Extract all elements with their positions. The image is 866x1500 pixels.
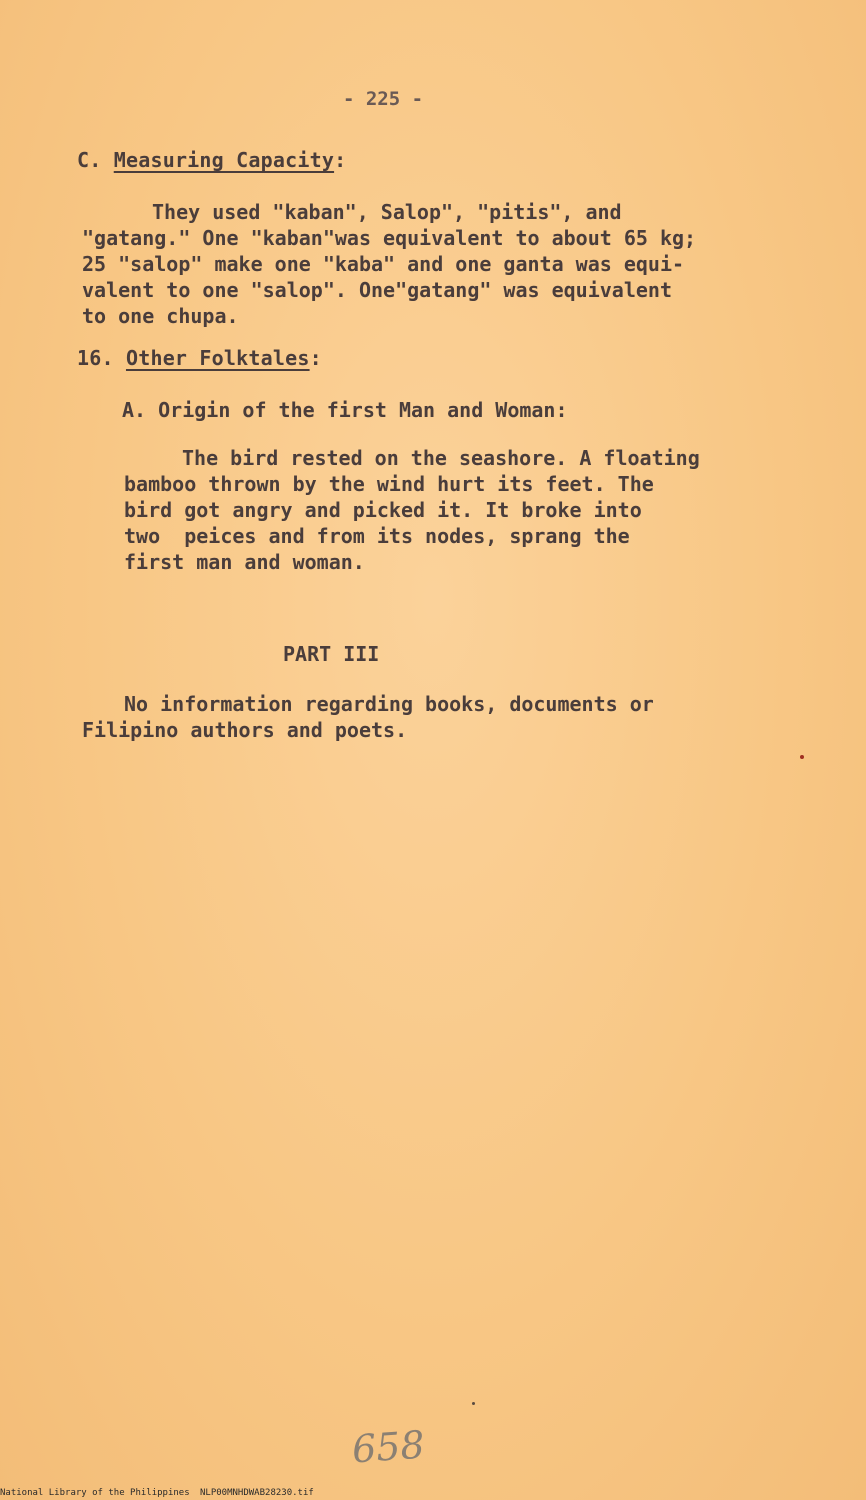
part-iii-line-2: Filipino authors and poets. [82, 718, 408, 742]
scan-footer [0, 1488, 866, 1500]
section-16-line-5: first man and woman. [124, 550, 365, 574]
section-c-line-2: "gatang." One "kaban"was equivalent to about 65 kg; [82, 226, 697, 250]
section-c-colon: : [334, 148, 347, 172]
section-16-title: Other Folktales [125, 346, 310, 370]
section-c-line-5: to one chupa. [82, 304, 239, 328]
section-16-colon: : [309, 346, 322, 370]
section-16-subheading: A. Origin of the first Man and Woman: [122, 398, 568, 422]
footer-library: National Library of the Philippines [0, 1488, 190, 1498]
section-c-heading [77, 148, 346, 172]
section-c-line-4: valent to one "salop". One"gatang" was equivalent [82, 278, 673, 302]
section-c-prefix: C. [77, 148, 114, 172]
footer-filename: NLP00MNHDWAB28230.tif [200, 1488, 314, 1498]
section-16-line-3: bird got angry and picked it. It broke into [124, 498, 642, 522]
part-iii-line-1: No information regarding books, documents or [124, 692, 654, 716]
section-16-line-1: The bird rested on the seashore. A floating [182, 446, 700, 470]
part-iii-heading: PART III [283, 642, 380, 666]
handwritten-page-number: 658 [350, 1422, 426, 1472]
page-number: - 225 - [342, 88, 424, 110]
section-c-title: Measuring Capacity [113, 148, 335, 172]
section-16-heading [77, 346, 322, 370]
section-16-prefix: 16. [77, 346, 126, 370]
section-c-line-3: 25 "salop" make one "kaba" and one ganta was equi- [82, 252, 685, 276]
ink-speck [472, 1402, 475, 1405]
ink-speck [800, 755, 804, 759]
section-16-line-2: bamboo thrown by the wind hurt its feet. The [124, 472, 654, 496]
section-c-line-1: They used "kaban", Salop", "pitis", and [152, 200, 622, 224]
section-16-line-4: two peices and from its nodes, sprang the [124, 524, 630, 548]
